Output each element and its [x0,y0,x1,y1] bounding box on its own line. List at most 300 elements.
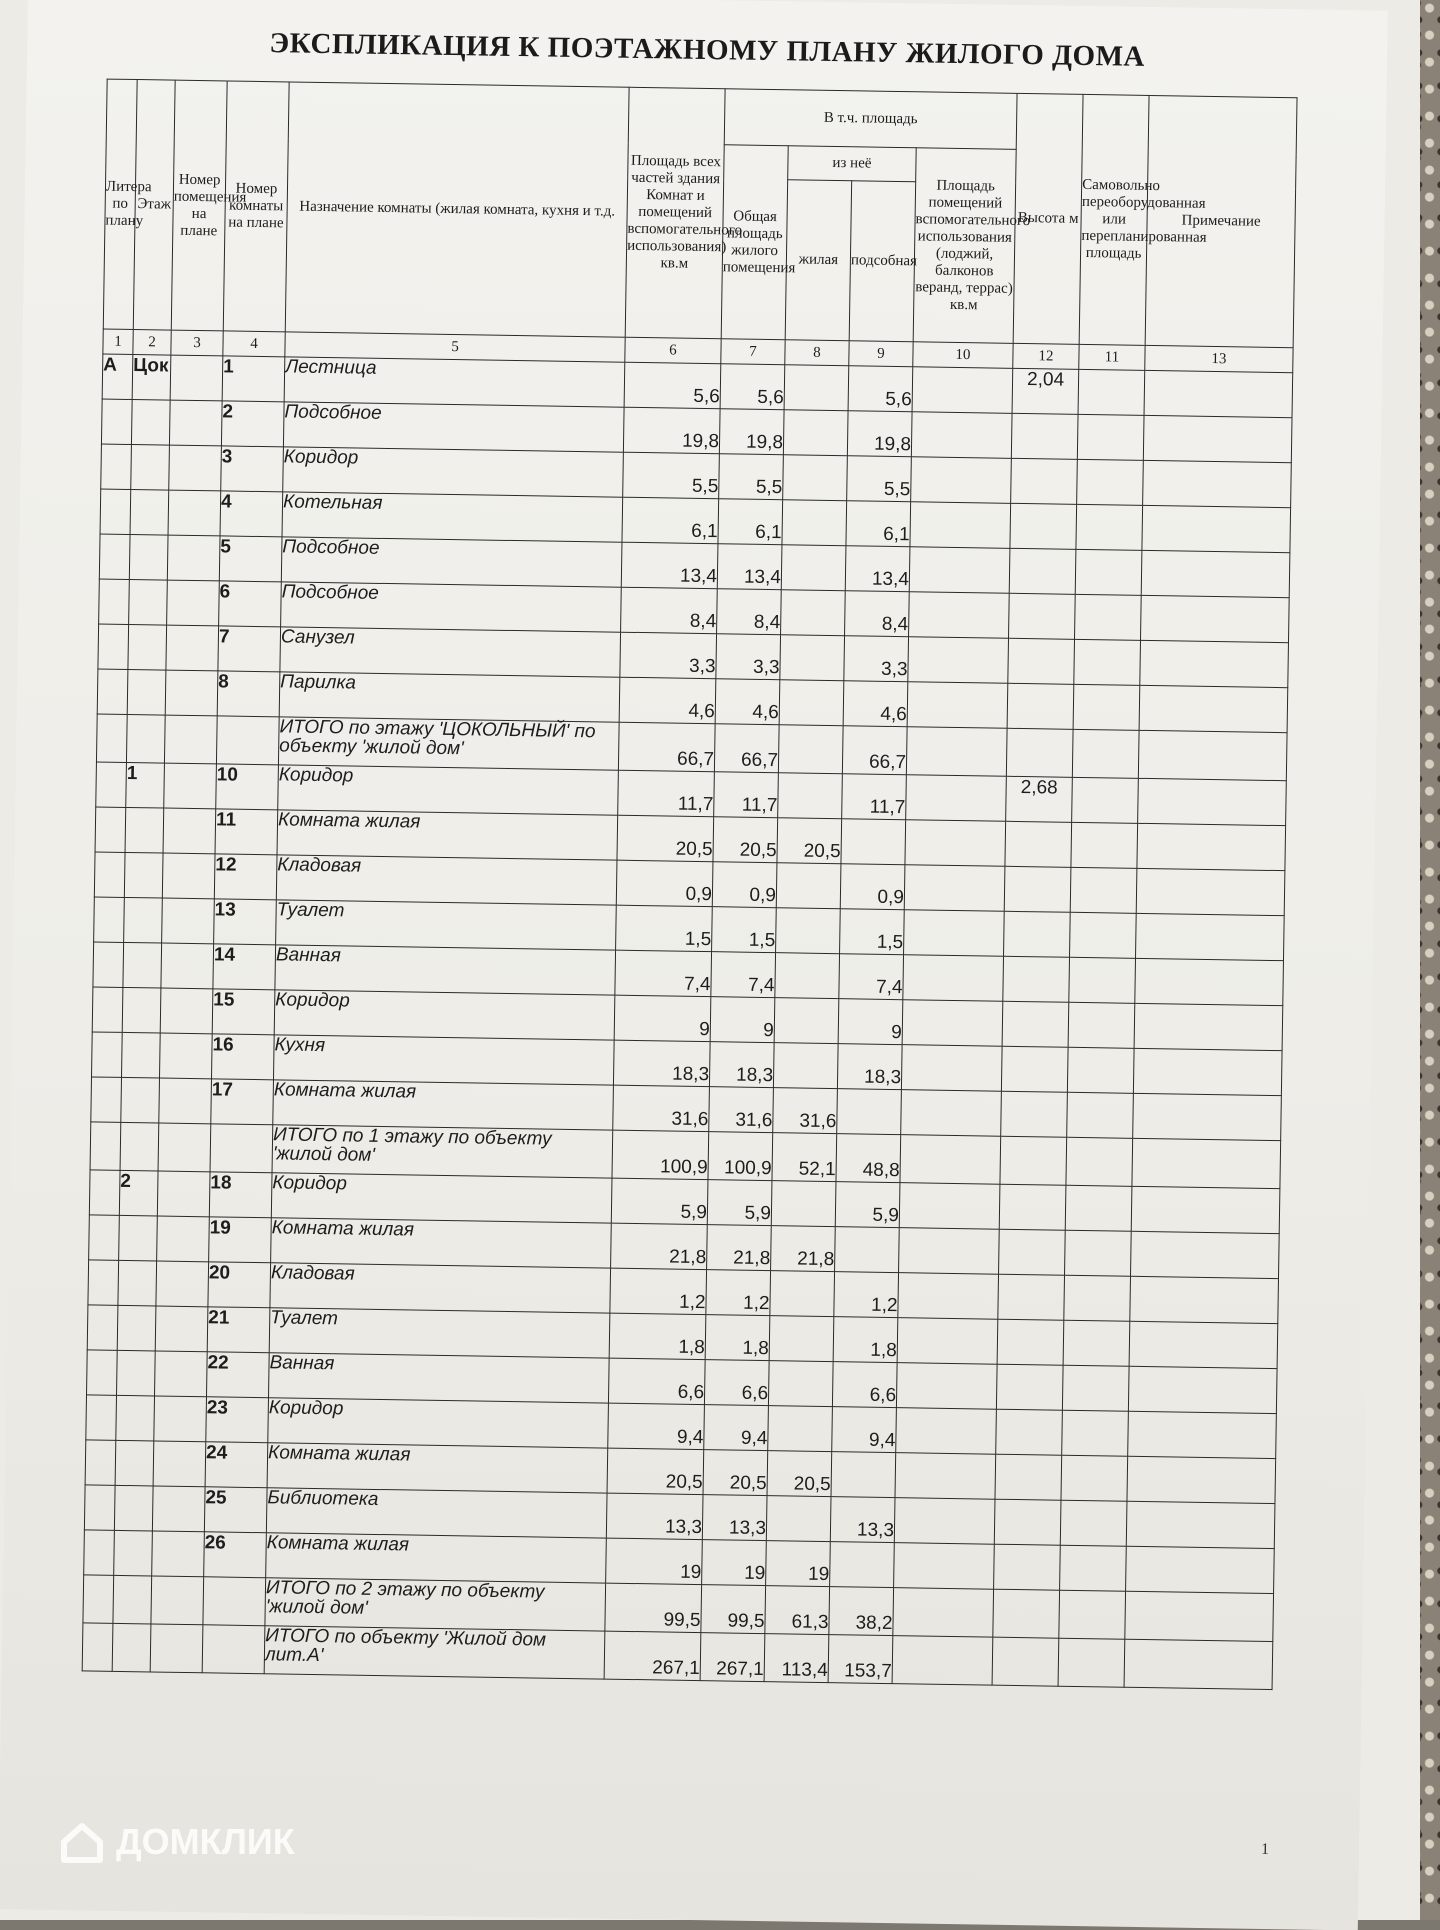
row-room-number: 22 [206,1352,269,1398]
row-aux-premises [911,412,1012,459]
row-unauthorized [1068,1002,1135,1048]
row-note [1124,1639,1273,1689]
row-premises [150,1624,203,1673]
row-room-number: 7 [218,626,281,672]
row-note [1144,370,1293,417]
row-utility-area: 7,4 [839,954,904,1000]
row-floor [130,489,169,535]
row-premises [169,445,222,491]
row-room-number: 18 [209,1172,272,1218]
row-total-area: 18,3 [613,1040,710,1087]
row-note [1143,415,1292,462]
row-unauthorized [1065,1230,1132,1276]
row-general-area: 4,6 [715,679,780,725]
row-room-name: Котельная [282,492,623,542]
row-litera [89,1215,120,1260]
row-living-area [778,773,843,819]
row-floor [128,624,167,670]
row-general-area: 19,8 [719,409,784,455]
row-litera [101,444,132,489]
row-litera [100,489,131,534]
row-floor [131,400,170,446]
row-litera [93,942,124,987]
row-floor [114,1485,153,1531]
row-litera [87,1305,118,1350]
row-living-area [781,590,846,636]
row-height [1008,638,1075,684]
row-general-area: 19 [702,1540,767,1586]
row-unauthorized [1076,504,1143,550]
row-total-area: 19,8 [623,407,720,454]
row-room-number: 5 [219,536,282,582]
row-litera: А [102,354,133,399]
row-room-name: Туалет [276,900,617,950]
row-unauthorized [1070,912,1137,958]
row-room-name: ИТОГО по 2 этажу по объекту 'жилой дом' [265,1578,606,1631]
col-number: 7 [721,339,785,365]
row-room-name: Кладовая [276,855,617,905]
row-room-number: 6 [219,581,282,627]
row-utility-area: 5,6 [848,366,913,412]
row-litera [84,1530,115,1575]
row-premises [169,400,222,446]
row-note [1131,1231,1280,1278]
row-room-name: Комната жилая [271,1218,612,1268]
row-floor [124,897,163,943]
row-total-area: 21,8 [611,1223,708,1270]
row-room-number: 23 [206,1397,269,1443]
col-number: 2 [133,330,171,356]
row-aux-premises [909,547,1010,594]
row-aux-premises [909,592,1010,639]
row-room-name: ИТОГО по 1 этажу по объекту 'жилой дом' [272,1125,613,1178]
row-note [1128,1411,1277,1458]
document-title: ЭКСПЛИКАЦИЯ К ПОЭТАЖНОМУ ПЛАНУ ЖИЛОГО ДОМА [269,27,1146,73]
row-total-area: 4,6 [619,677,716,724]
col-number: 6 [625,337,721,364]
row-general-area: 13,3 [702,1495,767,1541]
row-general-area: 6,1 [718,499,783,545]
row-utility-area: 9,4 [832,1407,897,1453]
row-litera [101,399,132,444]
row-note [1141,550,1290,597]
row-unauthorized [1073,684,1140,730]
row-total-area: 9 [614,995,711,1042]
row-floor [113,1575,152,1624]
row-premises [161,943,214,989]
row-general-area: 9,4 [704,1405,769,1451]
row-litera [94,897,125,942]
row-general-area: 20,5 [703,1450,768,1496]
row-premises [151,1576,204,1625]
row-total-area: 6,6 [608,1358,705,1405]
row-unauthorized [1067,1092,1134,1138]
row-total-area: 1,2 [610,1268,707,1315]
row-room-number: 16 [211,1034,274,1080]
row-premises [157,1216,210,1262]
col-number: 13 [1145,345,1293,372]
row-unauthorized [1059,1590,1126,1639]
row-utility-area: 4,6 [843,681,908,727]
row-room-name: Подсобное [283,402,624,452]
row-general-area: 0,9 [712,862,777,908]
row-premises [160,988,213,1034]
row-room-number: 1 [222,356,285,402]
row-utility-area: 48,8 [836,1134,901,1183]
row-height: 2,68 [1006,776,1073,822]
row-room-name: Кладовая [270,1263,611,1313]
row-room-number: 2 [221,401,284,447]
row-room-number [210,1124,273,1173]
row-general-area: 21,8 [707,1225,772,1271]
row-premises [152,1531,205,1577]
watermark-text: ДОМКЛИК [116,1821,295,1862]
row-utility-area: 6,1 [846,501,911,547]
row-room-number [216,716,279,765]
row-height [1011,413,1078,459]
row-floor [120,1122,159,1171]
row-living-area [776,908,841,954]
row-living-area: 113,4 [764,1634,829,1683]
row-aux-premises [906,727,1007,777]
row-total-area: 13,3 [606,1493,703,1540]
row-general-area: 5,9 [707,1180,772,1226]
row-unauthorized [1065,1185,1132,1231]
row-litera [94,852,125,897]
row-note [1136,913,1285,960]
row-height [1007,683,1074,729]
row-height [1010,503,1077,549]
row-note [1133,1093,1282,1140]
row-total-area: 5,9 [611,1178,708,1225]
row-height: 2,04 [1012,368,1079,414]
row-room-name: Парилка [279,672,620,722]
row-aux-premises [898,1273,999,1320]
row-floor [122,1032,161,1078]
row-note [1140,640,1289,687]
header-litera: Литера по плану [103,79,137,329]
row-note [1137,823,1286,870]
row-total-area: 19 [606,1538,703,1585]
row-premises [157,1171,210,1217]
row-litera [83,1575,114,1623]
row-room-name: Туалет [269,1308,610,1358]
row-room-number: 15 [212,989,275,1035]
row-room-number: 17 [211,1079,274,1125]
header-note: Примечание [1145,95,1297,347]
row-utility-area: 153,7 [828,1635,893,1684]
row-room-name: Комната жилая [273,1080,614,1130]
row-utility-area: 13,4 [845,546,910,592]
row-unauthorized [1062,1410,1129,1456]
row-room-name: Коридор [283,447,624,497]
row-room-name: Коридор [271,1173,612,1223]
row-premises [170,355,223,401]
row-floor [129,534,168,580]
row-room-number: 3 [221,446,284,492]
row-living-area [782,500,847,546]
row-total-area: 100,9 [612,1130,709,1180]
row-total-area: 6,1 [622,497,719,544]
row-aux-premises [912,367,1013,414]
row-note [1126,1501,1275,1548]
row-litera [97,669,128,714]
row-height [1000,1136,1067,1185]
row-unauthorized [1077,459,1144,505]
row-height [996,1364,1063,1410]
row-premises [165,670,218,716]
row-utility-area: 0,9 [840,864,905,910]
row-note [1139,685,1288,732]
row-total-area: 5,5 [623,452,720,499]
row-utility-area: 3,3 [844,636,909,682]
row-note [1141,595,1290,642]
row-utility-area: 13,3 [830,1497,895,1543]
row-aux-premises [899,1183,1000,1230]
row-premises [166,625,219,671]
row-living-area [769,1316,834,1362]
row-note [1126,1546,1275,1593]
row-height [999,1229,1066,1275]
row-height [1004,911,1071,957]
row-premises [162,898,215,944]
row-utility-area: 1,2 [834,1272,899,1318]
row-living-area [784,365,849,411]
row-unauthorized [1075,549,1142,595]
row-aux-premises [901,1045,1002,1092]
row-note [1135,958,1284,1005]
row-utility-area [830,1542,895,1588]
row-room-name: Ванная [275,945,616,995]
row-total-area: 9,4 [608,1403,705,1450]
row-utility-area: 8,4 [845,591,910,637]
row-living-area [780,635,845,681]
col-number: 11 [1079,344,1145,370]
row-litera [84,1485,115,1530]
row-note [1133,1048,1282,1095]
row-utility-area [835,1227,900,1273]
header-general-area: Общая площадь жилого помещения [721,145,788,340]
row-unauthorized [1060,1545,1127,1591]
row-premises [168,490,221,536]
row-aux-premises [904,865,1005,912]
row-height [995,1454,1062,1500]
row-living-area [781,545,846,591]
row-total-area: 20,5 [617,815,714,862]
row-living-area: 19 [766,1541,831,1587]
row-utility-area [841,819,906,865]
row-unauthorized [1075,594,1142,640]
row-room-number: 19 [209,1217,272,1263]
row-unauthorized [1074,639,1141,685]
row-room-number: 26 [204,1532,267,1578]
row-height [992,1637,1059,1686]
row-note [1142,505,1291,552]
row-height [1011,458,1078,504]
row-litera [91,1077,122,1122]
row-general-area: 5,6 [720,364,785,410]
row-height [997,1319,1064,1365]
row-living-area [776,863,841,909]
row-floor: Цок [132,355,171,401]
row-floor: 2 [119,1170,158,1216]
row-utility-area [837,1089,902,1135]
row-litera [88,1260,119,1305]
row-height [1009,548,1076,594]
row-litera [92,1032,123,1077]
row-premises [155,1306,208,1352]
col-number: 8 [785,340,849,366]
header-total-area: Площадь всех частей здания Комнат и помещений вспомогательного использования) кв.м [625,87,725,338]
row-room-number: 21 [207,1307,270,1353]
row-room-number: 13 [214,899,277,945]
row-height [993,1589,1060,1638]
row-room-name: Коридор [278,765,619,815]
header-room-number: Номер комнаты на плане [223,81,289,332]
row-height [1001,1046,1068,1092]
row-floor [118,1260,157,1306]
row-litera [99,534,130,579]
row-room-number: 24 [205,1442,268,1488]
row-height [1001,1091,1068,1137]
row-floor [126,714,165,763]
row-litera [98,624,129,669]
col-number: 5 [285,332,625,362]
row-litera [89,1170,120,1215]
row-premises [152,1486,205,1532]
row-room-name: Коридор [274,990,615,1040]
row-unauthorized [1062,1365,1129,1411]
row-general-area: 1,5 [712,907,777,953]
table-body [82,354,1293,1690]
house-logo-icon [60,1820,104,1864]
row-utility-area: 11,7 [842,774,907,820]
row-room-name: Подсобное [281,582,622,632]
row-aux-premises [894,1543,995,1590]
header-utility: подсобная [849,181,916,342]
row-general-area: 267,1 [700,1633,765,1682]
row-aux-premises [895,1453,996,1500]
row-total-area: 5,6 [624,362,721,409]
row-living-area [770,1271,835,1317]
row-total-area: 3,3 [620,632,717,679]
row-utility-area: 5,5 [847,456,912,502]
row-aux-premises [897,1318,998,1365]
row-premises [163,808,216,854]
row-general-area: 6,6 [704,1360,769,1406]
row-aux-premises [905,820,1006,867]
row-unauthorized [1063,1320,1130,1366]
row-general-area: 7,4 [711,952,776,998]
row-note [1138,730,1287,780]
row-floor [117,1305,156,1351]
row-floor [127,669,166,715]
row-general-area: 13,4 [717,544,782,590]
row-room-number: 11 [215,809,278,855]
row-general-area: 20,5 [713,817,778,863]
row-utility-area: 9 [838,999,903,1045]
row-total-area: 66,7 [618,722,715,772]
row-litera [92,987,123,1032]
row-note [1127,1456,1276,1503]
row-living-area: 61,3 [765,1586,830,1635]
row-aux-premises [901,1090,1002,1137]
row-unauthorized [1064,1275,1131,1321]
row-room-number: 25 [204,1487,267,1533]
row-room-name: Комната жилая [267,1443,608,1493]
row-room-number: 4 [220,491,283,537]
row-total-area: 11,7 [618,770,715,817]
row-utility-area: 1,8 [833,1317,898,1363]
row-note [1138,778,1287,825]
row-unauthorized [1069,957,1136,1003]
row-aux-premises [910,502,1011,549]
row-living-area [783,410,848,456]
row-floor: 1 [126,762,165,808]
row-litera [95,807,126,852]
row-living-area [768,1361,833,1407]
page-number: 1 [1260,1840,1270,1859]
header-room-purpose: Назначение комнаты (жилая комната, кухня и т.д. [285,82,629,337]
row-aux-premises [896,1408,997,1455]
row-floor [121,1077,160,1123]
row-unauthorized [1072,729,1139,778]
row-premises [159,1033,212,1079]
row-premises [167,535,220,581]
row-unauthorized [1070,867,1137,913]
row-total-area: 13,4 [621,542,718,589]
row-note [1143,460,1292,507]
row-living-area [773,1043,838,1089]
row-premises [155,1351,208,1397]
row-aux-premises [892,1636,993,1686]
row-note [1130,1276,1279,1323]
row-living-area: 20,5 [777,818,842,864]
row-premises [153,1441,206,1487]
row-room-name: ИТОГО по этажу 'ЦОКОЛЬНЫЙ' по объекту 'жилой дом' [278,717,619,770]
row-premises [167,580,220,626]
row-litera [99,579,130,624]
row-general-area: 1,8 [705,1315,770,1361]
row-aux-premises [904,910,1005,957]
row-unauthorized [1058,1638,1125,1687]
row-floor [114,1530,153,1576]
row-aux-premises [908,637,1009,684]
row-general-area: 8,4 [717,589,782,635]
row-living-area [783,455,848,501]
row-floor [116,1395,155,1441]
row-height [1004,866,1071,912]
row-unauthorized [1060,1500,1127,1546]
row-utility-area: 5,9 [835,1182,900,1228]
row-living-area: 31,6 [773,1088,838,1134]
row-living-area [779,680,844,726]
col-number: 9 [849,341,913,367]
col-number: 4 [223,331,285,357]
row-living-area [771,1181,836,1227]
row-floor [112,1623,151,1672]
row-aux-premises [903,955,1004,1002]
row-aux-premises [896,1363,997,1410]
row-living-area: 20,5 [767,1451,832,1497]
row-room-name: Кухня [273,1035,614,1085]
header-aux-premises: Площадь помещений вспомогательного использования (лоджий, балконов веранд, террас) кв.м [913,148,1016,344]
row-floor [125,807,164,853]
row-aux-premises [894,1498,995,1545]
row-total-area: 267,1 [604,1631,701,1681]
row-height [999,1184,1066,1230]
col-number: 1 [103,329,133,354]
